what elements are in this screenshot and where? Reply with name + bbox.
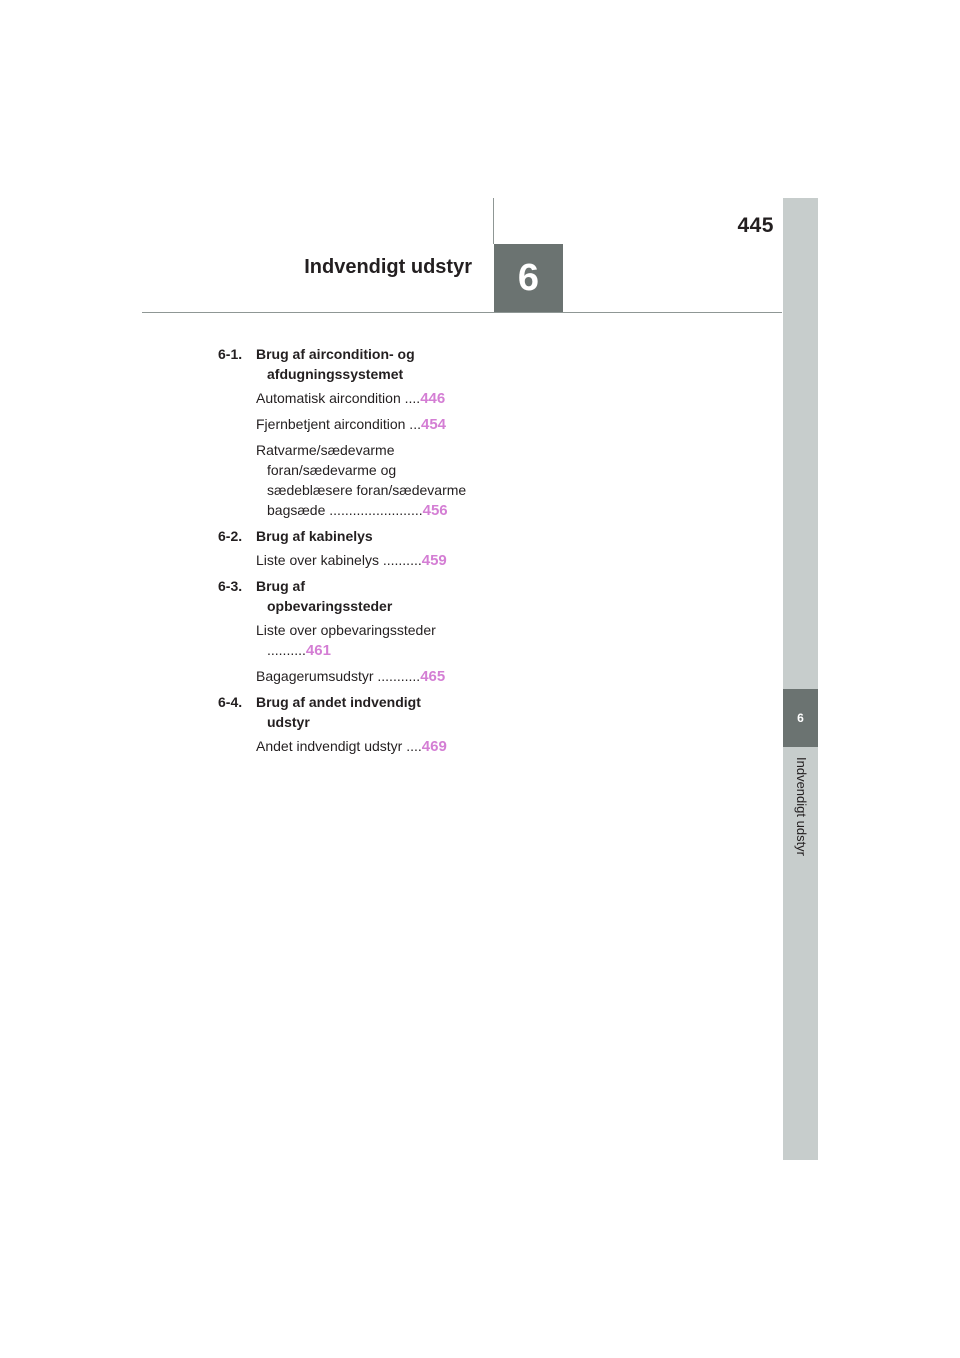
toc-section-number: 6-4. (218, 694, 243, 710)
toc-entry-text: Andet indvendigt udstyr .... (256, 738, 422, 754)
chapter-number-box: 6 (494, 244, 563, 313)
side-tab-number[interactable]: 6 (783, 689, 818, 747)
toc-section-number: 6-1. (218, 346, 243, 362)
toc-entry[interactable] (256, 440, 472, 521)
toc-entry[interactable] (256, 388, 468, 409)
toc-entry-text: Automatisk aircondition .... (256, 390, 421, 406)
toc-entry-page-link[interactable]: 461 (305, 642, 331, 659)
toc-section[interactable] (218, 576, 468, 616)
toc-section-title: Brug af kabinelys (256, 528, 373, 544)
toc-section-title: Brug af opbevaringssteder (256, 578, 393, 614)
toc-section-title: Brug af aircondition- og afdugningssystemet (256, 346, 415, 382)
toc-entry-text: Bagagerumsudstyr ........... (256, 668, 421, 684)
toc-section-title: Brug af andet indvendigt udstyr (256, 694, 421, 730)
toc-entry[interactable] (256, 736, 468, 757)
toc-section-number: 6-2. (218, 528, 243, 544)
side-tab-bar (783, 198, 818, 1160)
toc-entry-text: Liste over kabinelys .......... (256, 552, 422, 568)
toc-section-number: 6-3. (218, 578, 243, 594)
toc-entry[interactable] (256, 414, 468, 435)
toc-section[interactable] (218, 692, 468, 732)
toc-entry-page-link[interactable]: 459 (421, 552, 447, 569)
toc-entry-page-link[interactable]: 465 (420, 668, 446, 685)
table-of-contents (218, 344, 468, 762)
toc-entry[interactable] (256, 550, 468, 571)
toc-entry-text: Fjernbetjent aircondition ... (256, 416, 421, 432)
toc-section[interactable] (218, 344, 468, 384)
header-horizontal-rule (142, 312, 782, 313)
page-number: 445 (737, 214, 774, 237)
toc-entry-page-link[interactable]: 456 (422, 502, 448, 519)
side-tab-label: Indvendigt udstyr (794, 757, 809, 857)
chapter-title: Indvendigt udstyr (304, 256, 472, 278)
toc-entry[interactable] (256, 620, 472, 661)
toc-entry-page-link[interactable]: 469 (421, 738, 447, 755)
toc-entry-text: Liste over opbevaringssteder .......... (256, 622, 436, 658)
toc-entry[interactable] (256, 666, 468, 687)
toc-entry-text: Ratvarme/sædevarme foran/sædevarme og sædeblæsere foran/sædevarme bagsæde ........................ (256, 442, 467, 518)
toc-section[interactable] (218, 526, 468, 546)
toc-entry-page-link[interactable]: 454 (420, 416, 447, 433)
header-vertical-rule (493, 198, 494, 244)
toc-entry-page-link[interactable]: 446 (420, 390, 446, 407)
